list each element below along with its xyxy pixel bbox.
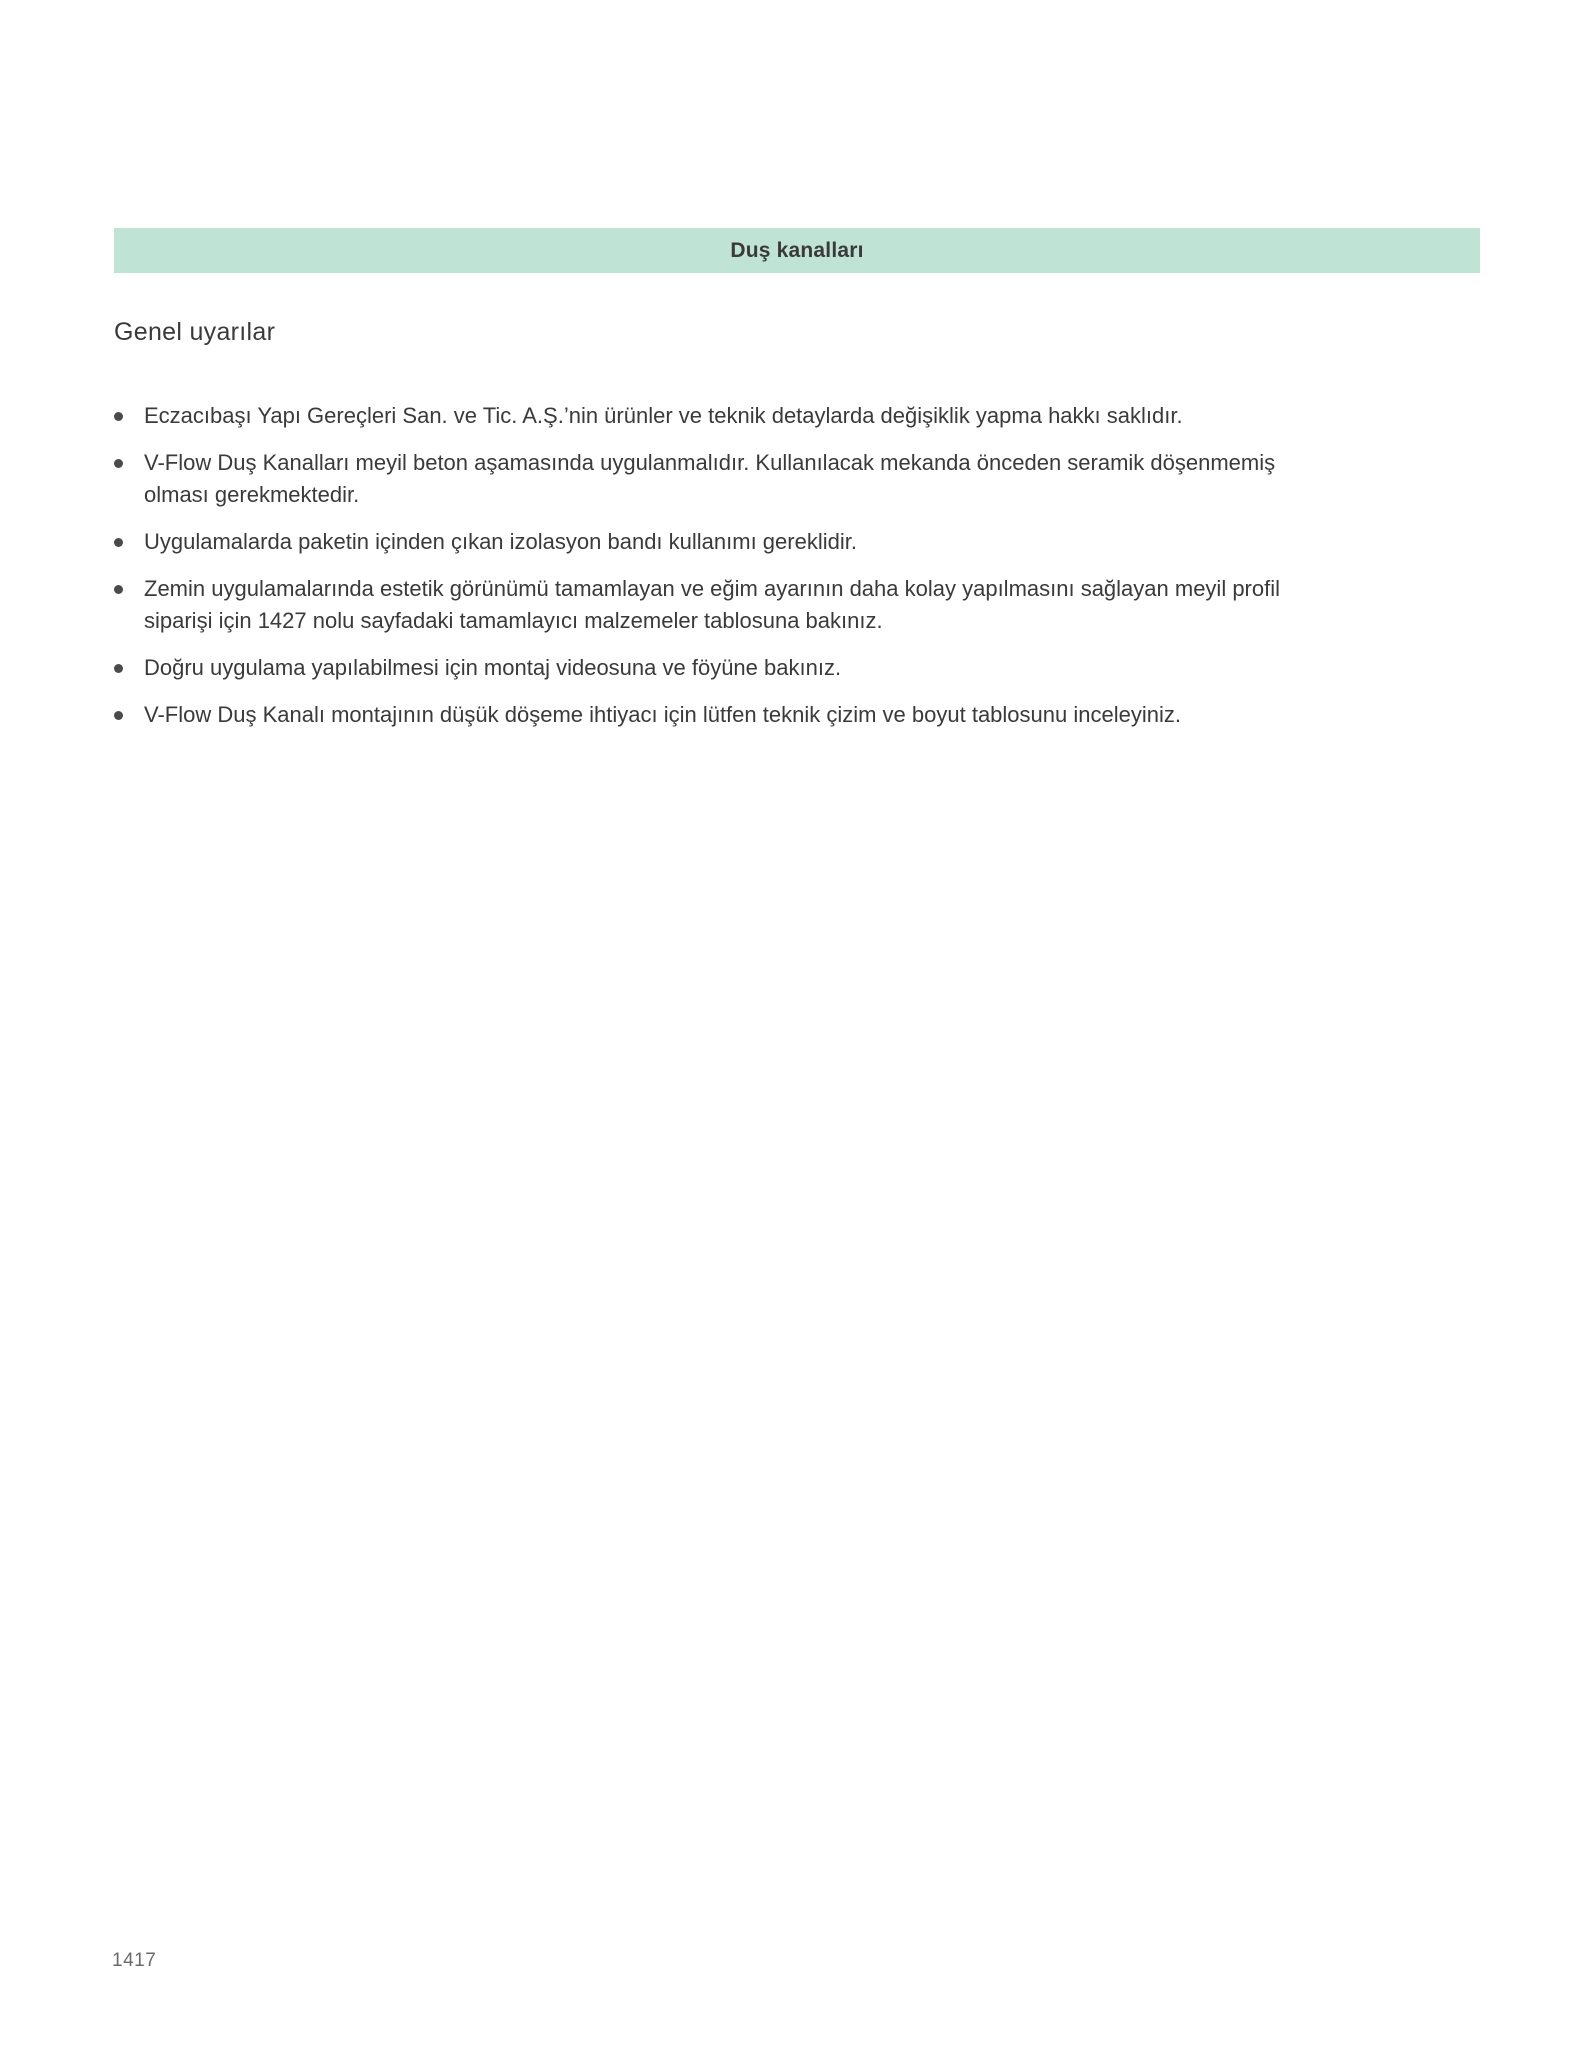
list-item [114,699,1344,731]
list-item [114,447,1344,511]
page-number: 1417 [112,1950,157,1971]
bullet-icon [114,585,123,594]
list-item-text: V-Flow Duş Kanalı montajının düşük döşeme ihtiyacı için lütfen teknik çizim ve boyut tablosunu inceleyiniz. [144,702,1181,727]
list-item [114,526,1344,558]
bullet-icon [114,538,123,547]
warnings-list [114,400,1344,746]
header-title: Duş kanalları [730,238,864,262]
bullet-icon [114,459,123,468]
bullet-icon [114,664,123,673]
bullet-icon [114,412,123,421]
bullet-icon [114,711,123,720]
list-item-text: Zemin uygulamalarında estetik görünümü tamamlayan ve eğim ayarının daha kolay yapılmasını sağlayan meyil profil siparişi için 1427 nolu sayfadaki tamamlayıcı malzemeler tablosuna bakınız. [144,576,1281,633]
list-item-text: Doğru uygulama yapılabilmesi için montaj videosuna ve föyüne bakınız. [144,655,842,680]
section-header-bar [114,228,1480,273]
list-item-text: V-Flow Duş Kanalları meyil beton aşamasında uygulanmalıdır. Kullanılacak mekanda önceden seramik döşenmemiş olması gerekmektedir. [144,450,1276,507]
list-item-text: Uygulamalarda paketin içinden çıkan izolasyon bandı kullanımı gereklidir. [144,529,857,554]
list-item [114,573,1344,637]
list-item [114,400,1344,432]
section-heading: Genel uyarılar [114,318,276,346]
list-item [114,652,1344,684]
list-item-text: Eczacıbaşı Yapı Gereçleri San. ve Tic. A.Ş.’nin ürünler ve teknik detaylarda değişiklik yapma hakkı saklıdır. [144,403,1183,428]
